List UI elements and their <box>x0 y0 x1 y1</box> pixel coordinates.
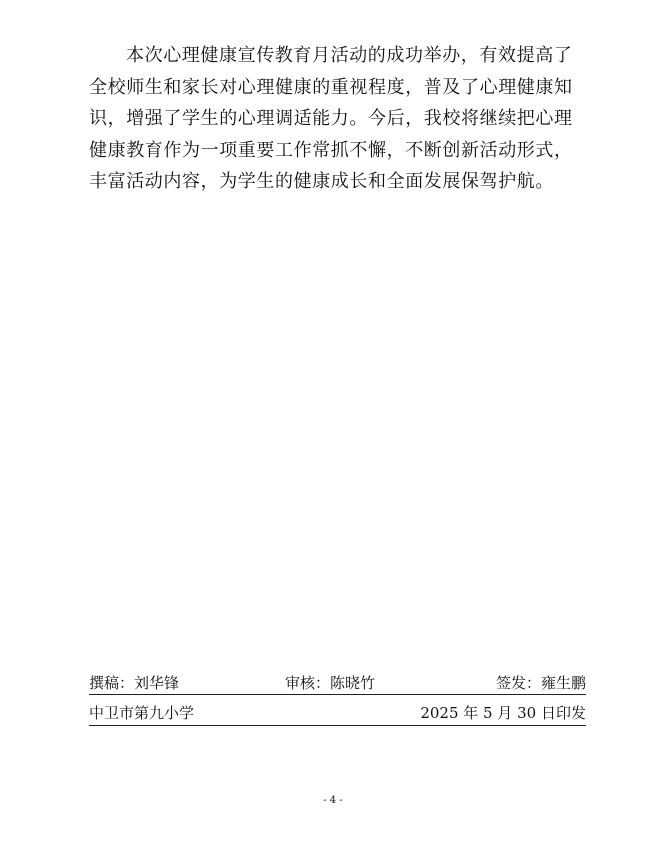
issuing-row <box>89 701 586 725</box>
footer-divider-top <box>89 694 586 695</box>
paragraph-line: 本次心理健康宣传教育月活动的成功举办，有效提高了 <box>126 45 573 66</box>
paragraph-line: 识，增强了学生的心理调适能力。今后，我校将继续把心理 <box>89 108 573 129</box>
drafter-credit: 撰稿：刘华锋 <box>89 674 180 692</box>
paragraph-line: 全校师生和家长对心理健康的重视程度，普及了心理健康知 <box>89 76 573 98</box>
paragraph-line: 健康教育作为一项重要工作常抓不懈，不断创新活动形式， <box>89 139 573 161</box>
issue-date: 2025 年 5 月 30 日印发 <box>420 704 586 722</box>
issuing-organization: 中卫市第九小学 <box>89 704 195 722</box>
signature-row <box>89 671 586 695</box>
footer-divider-bottom <box>89 725 586 726</box>
issuer-credit: 签发：雍生鹏 <box>495 674 586 692</box>
paragraph-line: 丰富活动内容，为学生的健康成长和全面发展保驾护航。 <box>89 171 554 192</box>
closing-paragraph <box>89 40 589 198</box>
page-number: - 4 - <box>323 795 343 806</box>
reviewer-credit: 审核：陈晓竹 <box>285 674 376 692</box>
